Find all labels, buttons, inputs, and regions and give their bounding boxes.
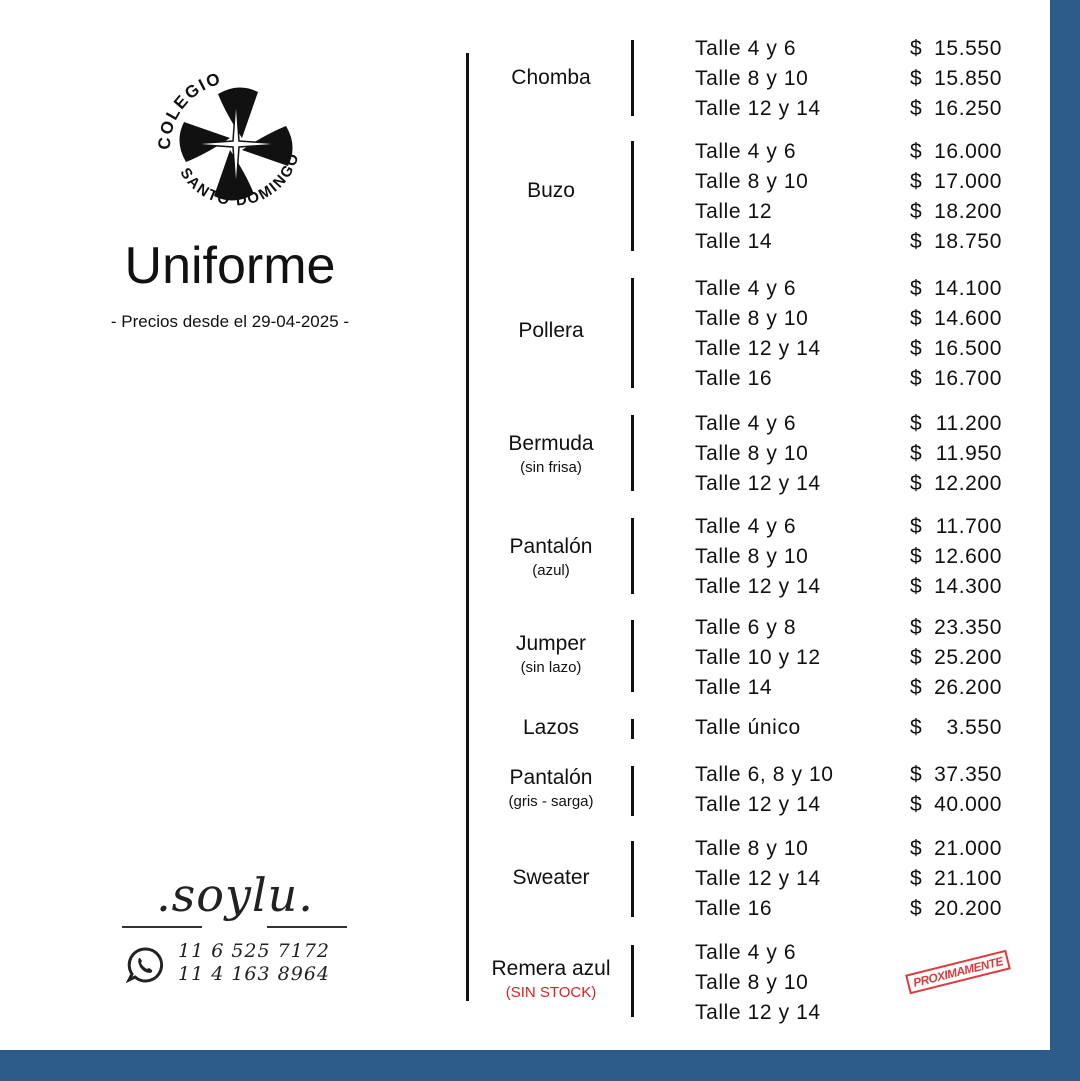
product-note: (gris - sarga)	[508, 793, 594, 810]
size-label: Talle 8 y 10	[695, 170, 809, 193]
currency-symbol: $	[910, 277, 923, 300]
price-amount: 16.000	[934, 140, 1002, 163]
product-name-cell	[470, 716, 632, 740]
price-value	[910, 646, 1002, 670]
product-name: Lazos	[522, 716, 580, 739]
product-name-cell	[470, 432, 632, 476]
price-value	[910, 676, 1002, 700]
currency-symbol: $	[910, 412, 923, 435]
price-value	[910, 515, 1002, 539]
price-amount: 15.850	[934, 67, 1002, 90]
group-bracket	[631, 719, 634, 739]
size-label: Talle 8 y 10	[695, 545, 809, 568]
product-name: Buzo	[527, 179, 575, 202]
product-name-cell	[470, 766, 632, 810]
size-label: Talle 8 y 10	[695, 971, 809, 994]
price-amount: 16.500	[934, 337, 1002, 360]
group-bracket	[631, 841, 634, 917]
group-bracket	[631, 415, 634, 491]
price-value	[910, 442, 1002, 466]
price-value	[910, 200, 1002, 224]
currency-symbol: $	[910, 616, 923, 639]
price-value	[910, 412, 1002, 436]
currency-symbol: $	[910, 676, 923, 699]
group-bracket	[631, 278, 634, 388]
price-value	[910, 67, 1002, 91]
price-amount: 16.250	[934, 97, 1002, 120]
price-amount: 11.950	[935, 442, 1002, 465]
product-name: Chomba	[511, 66, 591, 89]
price-value	[910, 793, 1002, 817]
price-amount: 21.100	[934, 867, 1002, 890]
currency-symbol: $	[910, 867, 923, 890]
frame-right-border	[1050, 0, 1080, 1081]
group-bracket	[631, 620, 634, 692]
product-name-cell	[470, 632, 632, 676]
page-title: Uniforme	[124, 237, 336, 295]
whatsapp-icon	[126, 946, 164, 984]
coming-soon-stamp: PROXIMAMENTE	[905, 950, 1011, 995]
price-amount: 18.200	[934, 200, 1002, 223]
currency-symbol: $	[910, 545, 923, 568]
size-label: Talle 4 y 6	[695, 277, 797, 300]
group-bracket	[631, 518, 634, 594]
price-amount: 12.200	[934, 472, 1002, 495]
product-name-cell	[470, 866, 632, 890]
price-value	[910, 575, 1002, 599]
brand-logo: .soylu.	[156, 868, 314, 922]
price-value	[910, 37, 1002, 61]
price-value	[910, 230, 1002, 254]
size-label: Talle 12 y 14	[695, 472, 821, 495]
frame-bottom-border	[0, 1050, 1080, 1081]
currency-symbol: $	[910, 515, 923, 538]
group-bracket	[631, 40, 634, 116]
price-value	[910, 277, 1002, 301]
currency-symbol: $	[910, 793, 923, 816]
price-value	[910, 472, 1002, 496]
price-amount: 40.000	[934, 793, 1002, 816]
price-value	[910, 616, 1002, 640]
product-name: Pantalón	[509, 766, 593, 789]
out-of-stock-note: (SIN STOCK)	[505, 984, 597, 1001]
price-value	[910, 140, 1002, 164]
price-amount: 14.600	[934, 307, 1002, 330]
currency-symbol: $	[910, 67, 923, 90]
currency-symbol: $	[910, 472, 923, 495]
currency-symbol: $	[910, 140, 923, 163]
size-label: Talle 8 y 10	[695, 307, 809, 330]
price-value	[910, 545, 1002, 569]
product-note: (sin lazo)	[520, 659, 582, 676]
size-label: Talle 8 y 10	[695, 67, 809, 90]
product-name-cell	[470, 957, 632, 1001]
currency-symbol: $	[910, 716, 923, 739]
product-name: Remera azul	[491, 957, 611, 980]
currency-symbol: $	[910, 307, 923, 330]
price-value	[910, 763, 1002, 787]
phone-numbers	[178, 940, 330, 986]
size-label: Talle 8 y 10	[695, 837, 809, 860]
price-value	[910, 170, 1002, 194]
product-note: (azul)	[532, 562, 570, 579]
product-name-cell	[470, 319, 632, 343]
size-label: Talle 6, 8 y 10	[695, 763, 834, 786]
product-name: Pantalón	[509, 535, 593, 558]
phone-number[interactable]: 11 6 525 7172	[178, 940, 331, 962]
product-name: Sweater	[512, 866, 590, 889]
logo-bottom-text: SANTO DOMINGO	[176, 150, 303, 210]
group-bracket	[631, 766, 634, 816]
product-name-cell	[470, 66, 632, 90]
price-value	[910, 837, 1002, 861]
currency-symbol: $	[910, 37, 923, 60]
price-value	[910, 897, 1002, 921]
product-note: (sin frisa)	[520, 459, 582, 476]
price-amount: 11.200	[935, 412, 1002, 435]
price-amount: 37.350	[934, 763, 1002, 786]
price-amount: 16.700	[934, 367, 1002, 390]
brand-underline-left	[122, 926, 202, 928]
size-label: Talle 14	[695, 676, 773, 699]
price-amount: 14.100	[934, 277, 1002, 300]
price-amount: 25.200	[934, 646, 1002, 669]
product-name-cell	[470, 535, 632, 579]
price-value	[910, 716, 1002, 740]
price-amount: 18.750	[934, 230, 1002, 253]
currency-symbol: $	[910, 337, 923, 360]
size-label: Talle 12 y 14	[695, 793, 821, 816]
price-value	[910, 867, 1002, 891]
product-name: Jumper	[515, 632, 587, 655]
price-amount: 12.600	[934, 545, 1002, 568]
size-label: Talle 12	[695, 200, 773, 223]
school-logo	[150, 62, 320, 222]
brand-underline-right	[267, 926, 347, 928]
currency-symbol: $	[910, 97, 923, 120]
currency-symbol: $	[910, 897, 923, 920]
size-label: Talle 12 y 14	[695, 337, 821, 360]
price-amount: 21.000	[934, 837, 1002, 860]
price-amount: 20.200	[934, 897, 1002, 920]
size-label: Talle 12 y 14	[695, 575, 821, 598]
column-divider	[466, 53, 469, 1001]
size-label: Talle 8 y 10	[695, 442, 809, 465]
price-amount: 11.700	[935, 515, 1002, 538]
logo-top-text: COLEGIO	[154, 68, 225, 151]
currency-symbol: $	[910, 170, 923, 193]
size-label: Talle único	[695, 716, 801, 739]
size-label: Talle 4 y 6	[695, 37, 797, 60]
price-amount: 26.200	[934, 676, 1002, 699]
size-label: Talle 12 y 14	[695, 1001, 821, 1024]
group-bracket	[631, 945, 634, 1017]
price-value	[910, 367, 1002, 391]
currency-symbol: $	[910, 575, 923, 598]
currency-symbol: $	[910, 763, 923, 786]
price-amount: 15.550	[934, 37, 1002, 60]
phone-number[interactable]: 11 4 163 8964	[178, 963, 331, 985]
size-label: Talle 6 y 8	[695, 616, 797, 639]
currency-symbol: $	[910, 646, 923, 669]
price-value	[910, 97, 1002, 121]
price-amount: 14.300	[934, 575, 1002, 598]
size-label: Talle 4 y 6	[695, 412, 797, 435]
size-label: Talle 10 y 12	[695, 646, 821, 669]
currency-symbol: $	[910, 442, 923, 465]
size-label: Talle 16	[695, 897, 773, 920]
price-date-subtitle: - Precios desde el 29-04-2025 -	[110, 312, 350, 331]
product-name: Pollera	[518, 319, 584, 342]
group-bracket	[631, 141, 634, 251]
size-label: Talle 12 y 14	[695, 97, 821, 120]
size-label: Talle 14	[695, 230, 773, 253]
product-name: Bermuda	[508, 432, 594, 455]
size-label: Talle 12 y 14	[695, 867, 821, 890]
price-amount: 23.350	[934, 616, 1002, 639]
size-label: Talle 4 y 6	[695, 941, 797, 964]
price-amount: 17.000	[934, 170, 1002, 193]
size-label: Talle 16	[695, 367, 773, 390]
price-value	[910, 307, 1002, 331]
product-name-cell	[470, 179, 632, 203]
price-value	[910, 337, 1002, 361]
size-label: Talle 4 y 6	[695, 515, 797, 538]
size-label: Talle 4 y 6	[695, 140, 797, 163]
price-amount: 3.550	[946, 716, 1002, 739]
currency-symbol: $	[910, 367, 923, 390]
currency-symbol: $	[910, 230, 923, 253]
currency-symbol: $	[910, 200, 923, 223]
currency-symbol: $	[910, 837, 923, 860]
